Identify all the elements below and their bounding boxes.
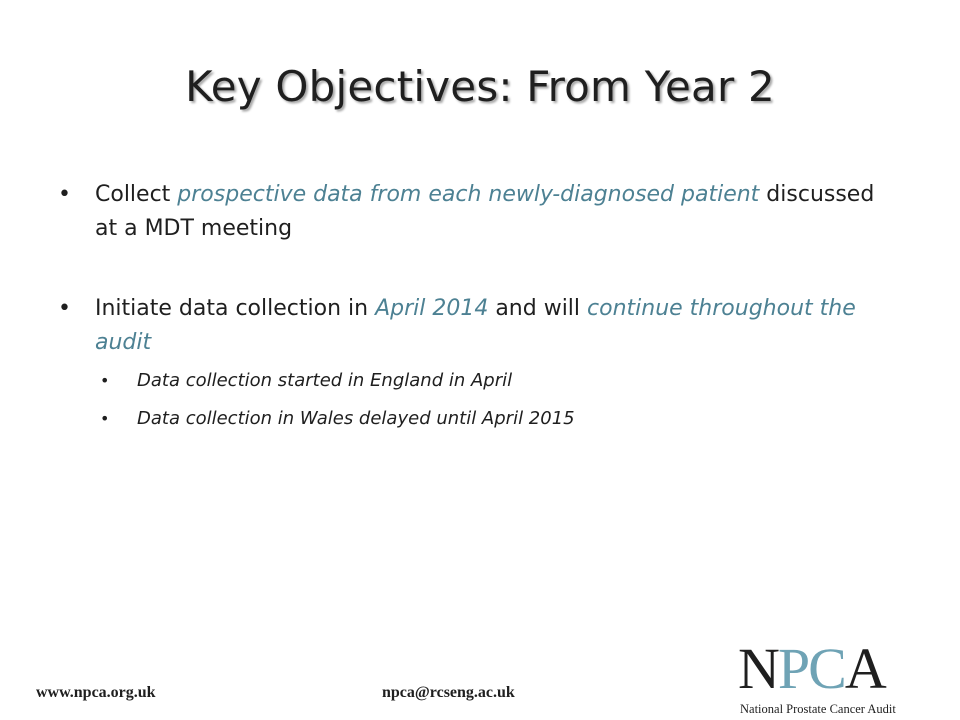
bullet-collect	[58, 178, 898, 246]
slide-title: Key Objectives: From Year 2	[185, 62, 775, 111]
logo-letters-pc: PC	[777, 636, 845, 701]
bullet-list	[58, 178, 898, 430]
npca-logo	[738, 636, 934, 718]
bullet-text: discussed at a MDT meeting	[95, 182, 875, 241]
bullet-text: and will	[488, 296, 588, 321]
logo-letter-a: A	[844, 636, 885, 701]
bullet-text: Initiate data collection in	[95, 296, 376, 321]
sub-bullet-england: • Data collection started in England in April	[100, 370, 898, 392]
sub-bullet-wales: • Data collection in Wales delayed until April 2015	[100, 408, 898, 430]
logo-letter-n: N	[738, 636, 778, 701]
bullet-text: Collect	[95, 182, 178, 207]
bullet-initiate	[58, 292, 898, 360]
logo-wordmark	[738, 636, 885, 701]
bullet-emphasis: continue throughout the audit	[95, 296, 856, 355]
footer-website[interactable]: www.npca.org.uk	[36, 684, 156, 701]
footer-email[interactable]: npca@rcseng.ac.uk	[382, 684, 515, 701]
bullet-emphasis: prospective data from each newly-diagnosed patient	[177, 182, 760, 207]
logo-subtitle: National Prostate Cancer Audit	[740, 702, 896, 716]
bullet-emphasis: April 2014	[375, 296, 489, 321]
